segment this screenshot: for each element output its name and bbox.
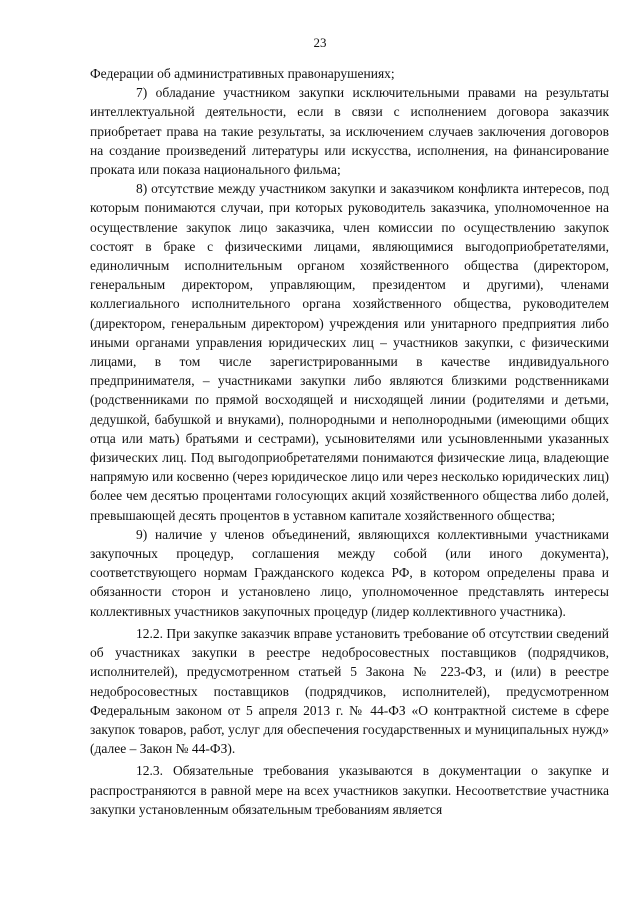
page-number: 23 <box>313 35 327 50</box>
paragraph-item-8: 8) отсутствие между участником закупки и заказчиком конфликта интересов, под которым понимаются случаи, при которых руководитель заказчика, уполномоченное на осуществление закупок лицо заказчика, член комиссии по осуществлению закупок состоят в браке с физическими лицами, являющимися выгодоприобретателями, единоличным исполнительным органом хозяйственного общества (директором, генеральным директором, управляющим, президентом и другими), членами коллегиального исполнительного органа хозяйственного общества, руководителем (директором, генеральным директором) учреждения или унитарного предприятия либо иными органами управления юридических лиц – участников закупки, с физическими лицами, в том числе зарегистрированными в качестве индивидуального предпринимателя, – участниками закупки либо являются близкими родственниками (родственниками по прямой восходящей и нисходящей линии (родителями и детьми, дедушкой, бабушкой и внуками), полнородными и неполнородными (имеющими общих отца или мать) братьями и сестрами), усыновителями или усыновленными указанных физических лиц. Под выгодоприобретателями понимаются физические лица, владеющие напрямую или косвенно (через юридическое лицо или через несколько юридических лиц) более чем десятью процентами голосующих акций хозяйственного общества либо долей, превышающей десять процентов в уставном капитале хозяйственного общества; <box>90 181 609 523</box>
paragraph-continuation: Федерации об административных правонарушениях; <box>90 66 395 81</box>
paragraph-12-3: 12.3. Обязательные требования указываются в документации о закупке и распространяются в равной мере на всех участников закупки. Несоответствие участника закупки установленным обязательным требованиям является <box>90 763 609 817</box>
document-body <box>90 64 609 819</box>
paragraph-12-2: 12.2. При закупке заказчик вправе установить требование об отсутствии сведений об участниках закупки в реестре недобросовестных поставщиков (подрядчиков, исполнителей), предусмотренном статьей 5 Закона № 223-ФЗ, и (или) в реестре недобросовестных поставщиков (подрядчиков, исполнителей), предусмотренном Федеральным законом от 5 апреля 2013 г. № 44-ФЗ «О контрактной системе в сфере закупок товаров, работ, услуг для обеспечения государственных и муниципальных нужд» (далее – Закон № 44-ФЗ). <box>90 625 609 757</box>
paragraph-item-9: 9) наличие у членов объединений, являющихся коллективными участниками закупочных процедур, соглашения между собой (или иного документа), соответствующего нормам Гражданского кодекса РФ, в котором определены права и обязанности сторон и установлено лицо, уполномоченное представлять интересы коллективных участников закупочных процедур (лидер коллективного участника). <box>90 526 609 619</box>
paragraph-item-7: 7) обладание участником закупки исключительными правами на результаты интеллектуальной деятельности, если в связи с исполнением договора заказчик приобретает права на такие результаты, за исключением случаев заключения договоров на создание произведений литературы или искусства, исполнения, на финансирование проката или показа национального фильма; <box>90 85 609 178</box>
